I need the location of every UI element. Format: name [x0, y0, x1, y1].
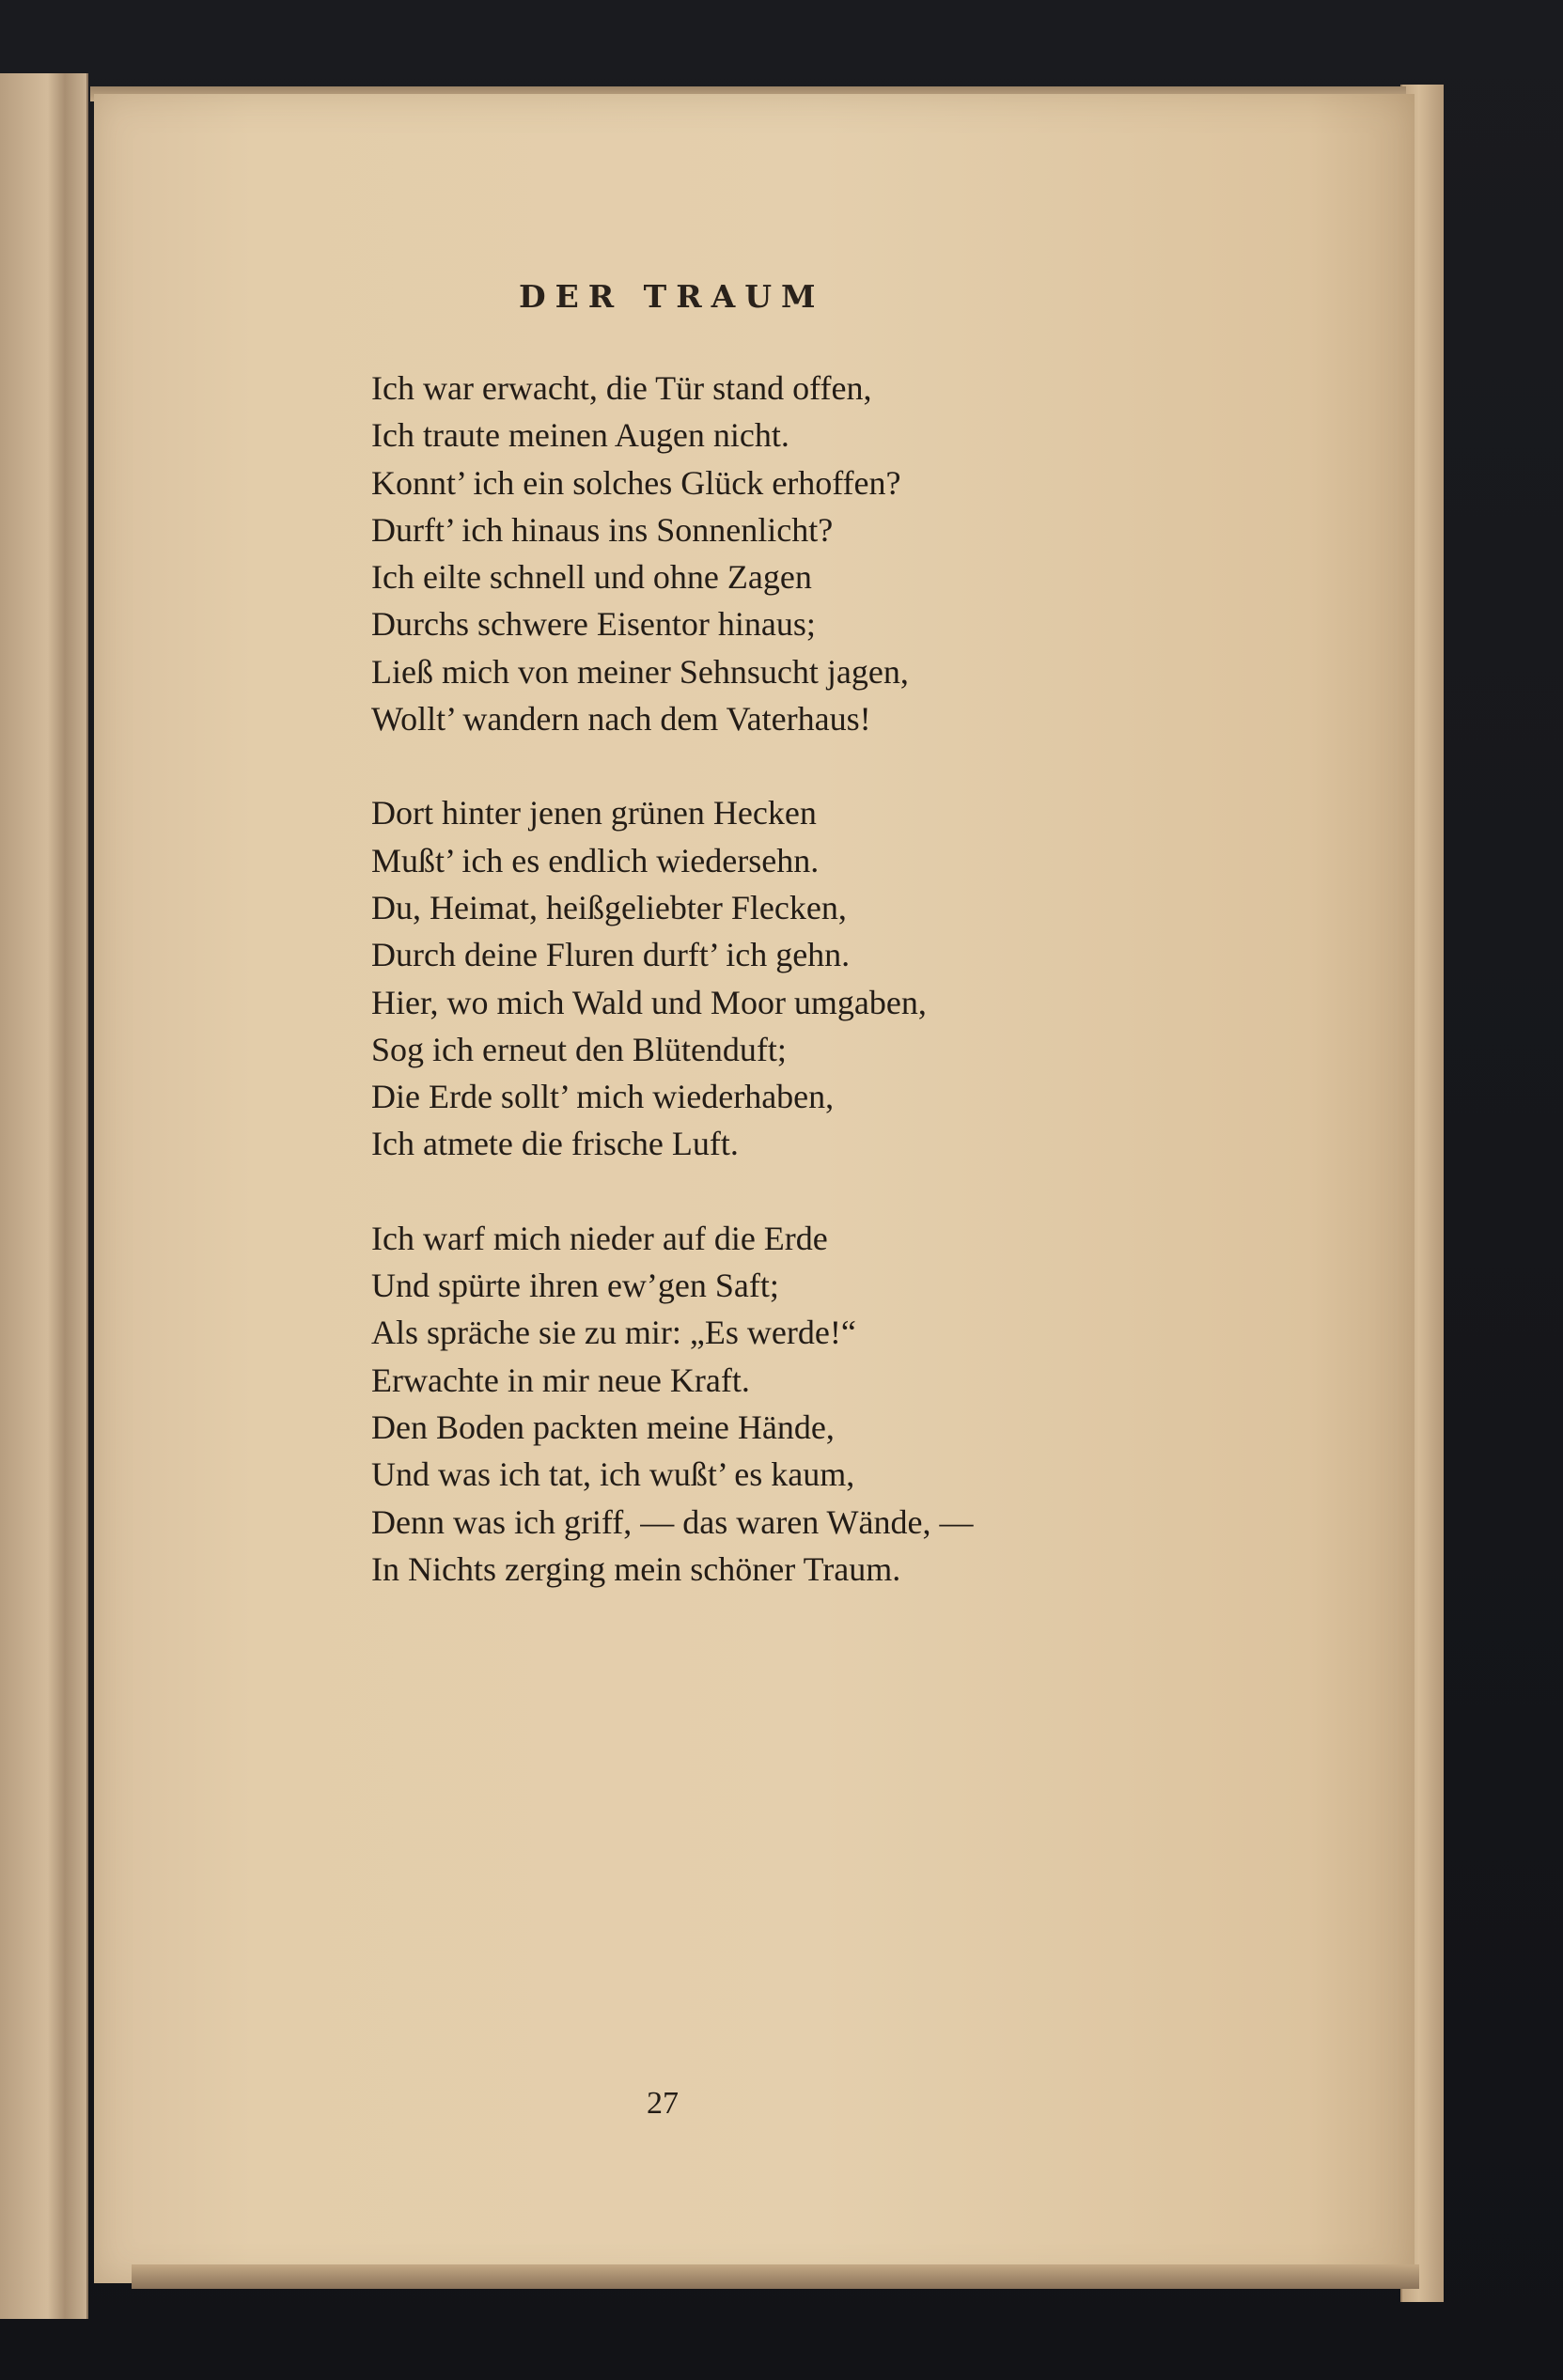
poem-line: Denn was ich griff, — das waren Wände, — — [371, 1502, 974, 1541]
poem-line: Durch deine Fluren durft’ ich gehn. — [371, 936, 851, 974]
poem — [371, 365, 1029, 1640]
poem-line: Ich eilte schnell und ohne Zagen — [371, 558, 812, 597]
stanza-1 — [371, 365, 1029, 742]
book-left-page-edge — [0, 73, 88, 2319]
poem-line: Ich atmete die frische Luft. — [371, 1125, 739, 1163]
poem-line: Ich traute meinen Augen nicht. — [371, 416, 789, 455]
poem-line: Durchs schwere Eisentor hinaus; — [371, 605, 816, 644]
poem-line: Du, Heimat, heißgeliebter Flecken, — [371, 888, 847, 926]
poem-line: Ich warf mich nieder auf die Erde — [371, 1219, 828, 1257]
poem-line: Den Boden packten meine Hände, — [371, 1408, 835, 1446]
poem-line: Ich war erwacht, die Tür stand offen, — [371, 369, 872, 407]
poem-line: Erwachte in mir neue Kraft. — [371, 1361, 750, 1399]
poem-line: Ließ mich von meiner Sehnsucht jagen, — [371, 652, 909, 691]
poem-line: Hier, wo mich Wald und Moor umgaben, — [371, 983, 927, 1021]
poem-line: Konnt’ ich ein solches Glück erhoffen? — [371, 463, 901, 502]
poem-line: Wollt’ wandern nach dem Vaterhaus! — [371, 700, 871, 739]
poem-line: Mußt’ ich es endlich wiedersehn. — [371, 841, 820, 879]
poem-line: Sog ich erneut den Blütenduft; — [371, 1030, 787, 1068]
poem-line: Und was ich tat, ich wußt’ es kaum, — [371, 1455, 855, 1494]
poem-line: Als spräche sie zu mir: „Es werde!“ — [371, 1314, 856, 1352]
book-bottom-page-edge — [132, 2264, 1419, 2289]
page-title: DER TRAUM — [519, 278, 825, 315]
page-number: 27 — [647, 2086, 679, 2121]
poem-line: Die Erde sollt’ mich wiederhaben, — [371, 1078, 835, 1116]
book-page — [94, 94, 1415, 2283]
stanza-3 — [371, 1215, 1029, 1593]
poem-line: Durft’ ich hinaus ins Sonnenlicht? — [371, 510, 834, 549]
stanza-2 — [371, 789, 1029, 1167]
poem-line: Und spürte ihren ew’gen Saft; — [371, 1267, 779, 1305]
poem-line: In Nichts zerging mein schöner Traum. — [371, 1549, 901, 1588]
poem-line: Dort hinter jenen grünen Hecken — [371, 794, 817, 832]
